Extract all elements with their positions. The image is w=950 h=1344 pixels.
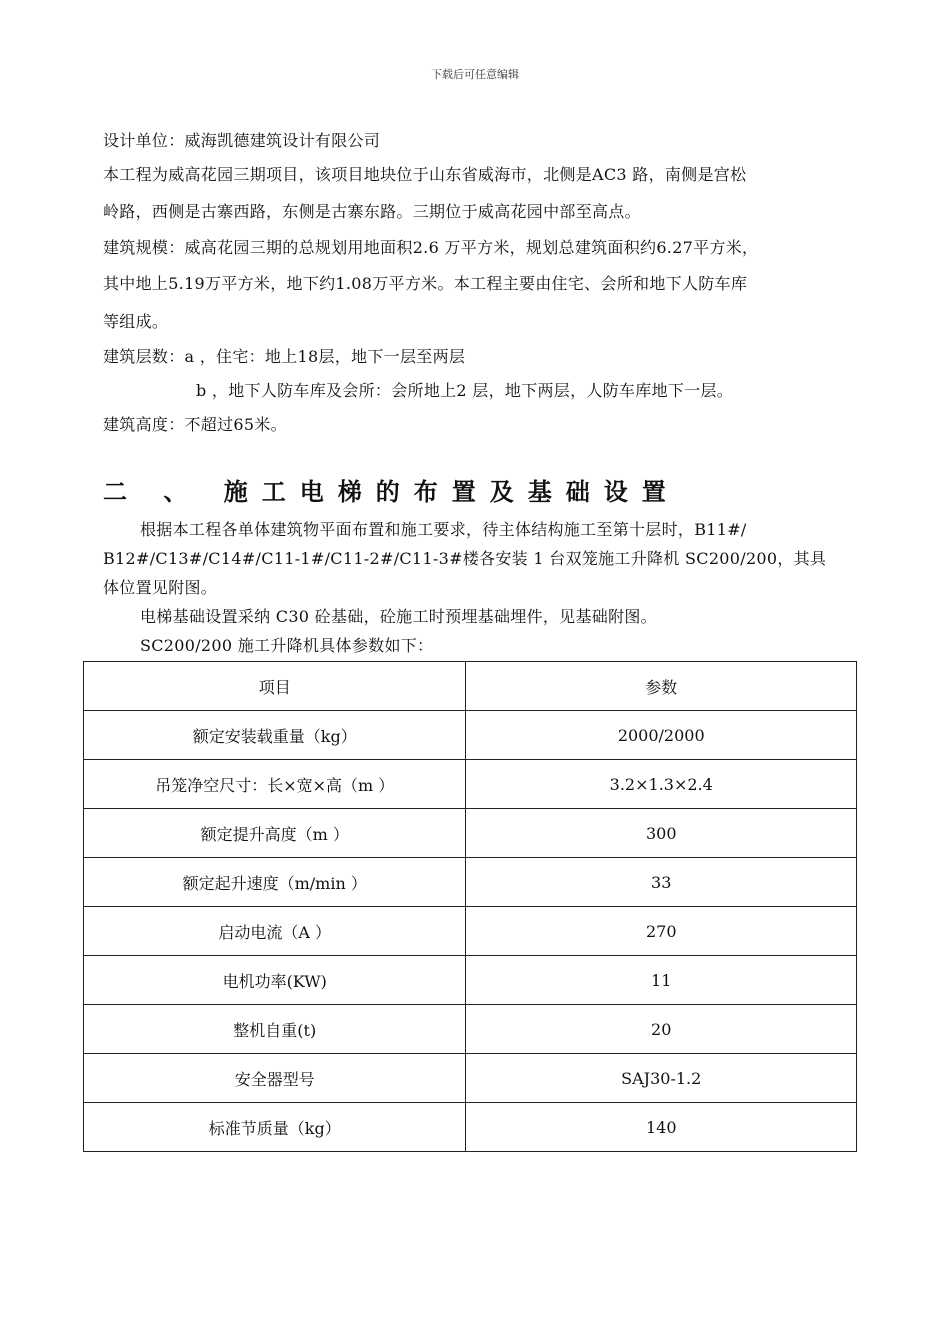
item-cell: 启动电流（A ） [84, 907, 466, 956]
section-heading: 二 、 施工电梯的布置及基础设置 [103, 478, 680, 506]
item-cell: 额定安装载重量（kg） [84, 711, 466, 760]
item-cell: 额定起升速度（m/min ） [84, 858, 466, 907]
item-cell: 吊笼净空尺寸：长×宽×高（m ） [84, 760, 466, 809]
table-row [84, 1005, 857, 1054]
scale-line-1: 建筑规模：威高花园三期的总规划用地面积2.6 万平方米，规划总建筑面积约6.27平方米， [103, 238, 759, 257]
param-cell: 20 [466, 1005, 857, 1054]
item-cell: 安全器型号 [84, 1054, 466, 1103]
item-cell: 电机功率(KW) [84, 956, 466, 1005]
section-para1-line2: B12#/C13#/C14#/C11-1#/C11-2#/C11-3#楼各安装 1 台双笼施工升降机 SC200/200，其具 [103, 549, 827, 568]
header-param-cell: 参数 [466, 662, 857, 711]
item-cell: 标准节质量（kg） [84, 1103, 466, 1152]
floors-line-a: 建筑层数：a ，住宅：地上18层，地下一层至两层 [103, 347, 466, 366]
project-line-1: 本工程为威高花园三期项目，该项目地块位于山东省威海市，北侧是AC3 路，南侧是宫松 [103, 165, 747, 184]
header-note: 下载后可任意编辑 [431, 68, 519, 81]
project-line-2: 岭路，西侧是古寨西路，东侧是古寨东路。三期位于威高花园中部至高点。 [103, 202, 641, 221]
scale-line-3: 等组成。 [103, 312, 169, 331]
section-para3: SC200/200 施工升降机具体参数如下： [140, 636, 434, 655]
section-para1-line1: 根据本工程各单体建筑物平面布置和施工要求，待主体结构施工至第十层时，B11#/ [140, 520, 747, 539]
parameters-table [83, 661, 857, 1152]
section-para1-line3: 体位置见附图。 [103, 578, 218, 597]
design-unit-line: 设计单位：威海凯德建筑设计有限公司 [103, 131, 381, 150]
param-cell: 2000/2000 [466, 711, 857, 760]
table-row [84, 907, 857, 956]
param-cell: 11 [466, 956, 857, 1005]
item-cell: 整机自重(t) [84, 1005, 466, 1054]
table-row [84, 760, 857, 809]
param-cell: 270 [466, 907, 857, 956]
param-cell: 33 [466, 858, 857, 907]
param-cell: 300 [466, 809, 857, 858]
header-item-cell: 项目 [84, 662, 466, 711]
table-row [84, 711, 857, 760]
param-cell: 140 [466, 1103, 857, 1152]
table-header-row [84, 662, 857, 711]
table-row [84, 809, 857, 858]
item-cell: 额定提升高度（m ） [84, 809, 466, 858]
height-line: 建筑高度：不超过65米。 [103, 415, 287, 434]
section-para2: 电梯基础设置采纳 C30 砼基础，砼施工时预埋基础埋件，见基础附图。 [140, 607, 657, 626]
param-cell: 3.2×1.3×2.4 [466, 760, 857, 809]
param-cell: SAJ30-1.2 [466, 1054, 857, 1103]
table-row [84, 1103, 857, 1152]
table-row [84, 956, 857, 1005]
floors-line-b: b ，地下人防车库及会所：会所地上2 层，地下两层，人防车库地下一层。 [196, 381, 734, 400]
table-row [84, 858, 857, 907]
table-row [84, 1054, 857, 1103]
scale-line-2: 其中地上5.19万平方米，地下约1.08万平方米。本工程主要由住宅、会所和地下人防车库 [103, 274, 748, 293]
